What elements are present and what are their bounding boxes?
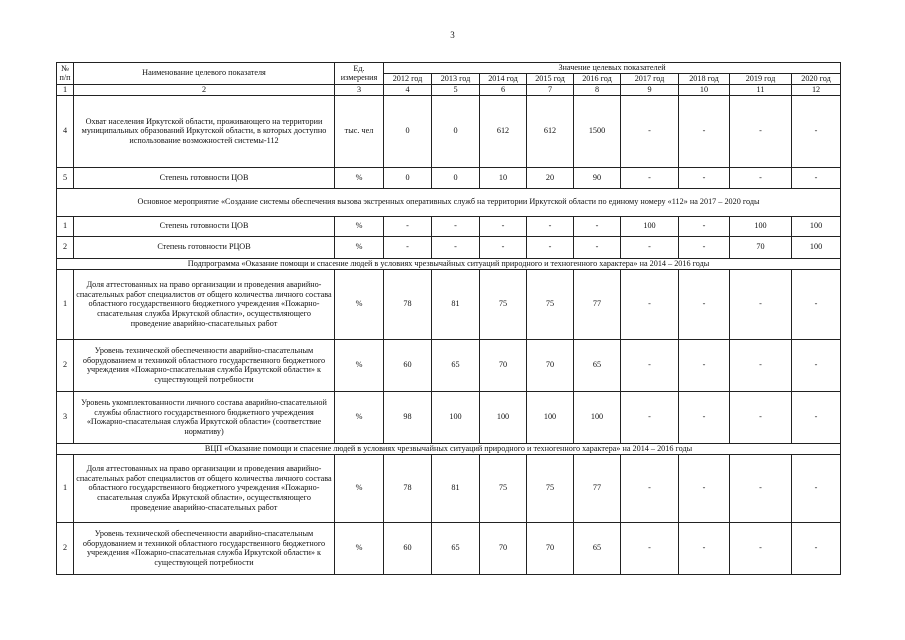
value-cell: 70 <box>527 339 574 391</box>
value-cell: 100 <box>730 216 792 236</box>
header-year: 2015 год <box>527 74 574 85</box>
value-cell: 81 <box>432 454 480 522</box>
value-cell: - <box>730 391 792 443</box>
value-cell: - <box>679 339 730 391</box>
value-cell: 0 <box>432 167 480 188</box>
value-cell: - <box>621 454 679 522</box>
value-cell: 60 <box>384 339 432 391</box>
unit: % <box>335 269 384 339</box>
column-number: 11 <box>730 85 792 96</box>
value-cell: - <box>480 236 527 258</box>
unit: % <box>335 339 384 391</box>
row-number: 5 <box>57 167 74 188</box>
unit: % <box>335 454 384 522</box>
section-row <box>57 443 841 454</box>
indicator-name: Уровень укомплектованности личного состава аварийно-спасательной службы областного государственного бюджетного учреждения «Пожарно-спасательная служба Иркутской области» (соответствие нормативу) <box>74 391 335 443</box>
column-number: 9 <box>621 85 679 96</box>
value-cell: 100 <box>792 236 841 258</box>
row-number: 3 <box>57 391 74 443</box>
table-row <box>57 454 841 522</box>
value-cell: - <box>621 339 679 391</box>
indicator-name: Степень готовности ЦОВ <box>74 167 335 188</box>
value-cell: - <box>621 269 679 339</box>
column-number: 2 <box>74 85 335 96</box>
value-cell: 65 <box>432 522 480 574</box>
value-cell: - <box>792 454 841 522</box>
value-cell: 100 <box>792 216 841 236</box>
section-row <box>57 188 841 216</box>
row-number: 1 <box>57 454 74 522</box>
header-year: 2016 год <box>574 74 621 85</box>
indicator-name: Охват населения Иркутской области, проживающего на территории муниципальных образований Иркутской области, в которых доступно использование возможностей системы-112 <box>74 95 335 167</box>
value-cell: - <box>621 391 679 443</box>
column-number: 10 <box>679 85 730 96</box>
value-cell: - <box>679 454 730 522</box>
value-cell: 75 <box>480 454 527 522</box>
value-cell: - <box>792 391 841 443</box>
value-cell: 78 <box>384 269 432 339</box>
value-cell: - <box>384 216 432 236</box>
value-cell: 10 <box>480 167 527 188</box>
value-cell: - <box>679 167 730 188</box>
header-num: № п/п <box>57 63 74 85</box>
indicator-name: Уровень технической обеспеченности аварийно-спасательным оборудованием и техникой областного государственного бюджетного учреждения «Пожарно-спасательная служба Иркутской области» к существующей потребности <box>74 339 335 391</box>
value-cell: - <box>792 339 841 391</box>
indicator-name: Доля аттестованных на право организации и проведения аварийно-спасательных работ специалистов от общего количества личного состава областного государственного бюджетного учреждения «Пожарно-спасательная служба Иркутской области», осуществляющего проведение аварийно-спасательных работ <box>74 269 335 339</box>
value-cell: - <box>679 216 730 236</box>
row-number: 1 <box>57 216 74 236</box>
section-title: Подпрограмма «Оказание помощи и спасение людей в условиях чрезвычайных ситуаций природного и техногенного характера» на 2014 – 2016 годы <box>57 258 841 269</box>
value-cell: 77 <box>574 269 621 339</box>
value-cell: 1500 <box>574 95 621 167</box>
indicator-name: Степень готовности РЦОВ <box>74 236 335 258</box>
unit: % <box>335 522 384 574</box>
indicators-table <box>56 62 841 575</box>
value-cell: - <box>480 216 527 236</box>
value-cell: 98 <box>384 391 432 443</box>
column-number: 8 <box>574 85 621 96</box>
value-cell: 100 <box>432 391 480 443</box>
value-cell: - <box>679 391 730 443</box>
value-cell: - <box>527 216 574 236</box>
row-number: 1 <box>57 269 74 339</box>
value-cell: 100 <box>574 391 621 443</box>
value-cell: 100 <box>527 391 574 443</box>
value-cell: 0 <box>432 95 480 167</box>
table-row <box>57 95 841 167</box>
section-title: Основное мероприятие «Создание системы обеспечения вызова экстренных оперативных служб на территории Иркутской области по единому номеру «112» на 2017 – 2020 годы <box>57 188 841 216</box>
value-cell: - <box>792 167 841 188</box>
value-cell: - <box>621 522 679 574</box>
value-cell: 75 <box>527 269 574 339</box>
indicator-name: Доля аттестованных на право организации и проведения аварийно-спасательных работ специалистов от общего количества личного состава областного государственного бюджетного учреждения «Пожарно-спасательная служба Иркутской области», осуществляющего проведение аварийно-спасательных работ <box>74 454 335 522</box>
column-number: 5 <box>432 85 480 96</box>
header-year: 2014 год <box>480 74 527 85</box>
value-cell: 612 <box>527 95 574 167</box>
column-number: 1 <box>57 85 74 96</box>
row-number: 2 <box>57 236 74 258</box>
value-cell: 65 <box>432 339 480 391</box>
table-row <box>57 269 841 339</box>
value-cell: 0 <box>384 167 432 188</box>
value-cell: 78 <box>384 454 432 522</box>
value-cell: - <box>432 236 480 258</box>
value-cell: 90 <box>574 167 621 188</box>
value-cell: - <box>527 236 574 258</box>
value-cell: - <box>621 236 679 258</box>
value-cell: - <box>792 522 841 574</box>
value-cell: 81 <box>432 269 480 339</box>
unit: % <box>335 167 384 188</box>
value-cell: - <box>730 95 792 167</box>
value-cell: - <box>730 522 792 574</box>
column-number: 3 <box>335 85 384 96</box>
table-row <box>57 339 841 391</box>
header-year: 2013 год <box>432 74 480 85</box>
section-row <box>57 258 841 269</box>
column-number: 4 <box>384 85 432 96</box>
indicator-name: Уровень технической обеспеченности аварийно-спасательным оборудованием и техникой областного государственного бюджетного учреждения «Пожарно-спасательная служба Иркутской области» к существующей потребности <box>74 522 335 574</box>
unit: тыс. чел <box>335 95 384 167</box>
table-body <box>57 95 841 574</box>
unit: % <box>335 236 384 258</box>
value-cell: - <box>679 522 730 574</box>
unit: % <box>335 216 384 236</box>
table-row <box>57 236 841 258</box>
value-cell: 65 <box>574 522 621 574</box>
row-number: 4 <box>57 95 74 167</box>
value-cell: - <box>432 216 480 236</box>
row-number: 2 <box>57 339 74 391</box>
value-cell: 70 <box>480 339 527 391</box>
header-year: 2019 год <box>730 74 792 85</box>
table-row <box>57 167 841 188</box>
value-cell: - <box>679 269 730 339</box>
value-cell: - <box>730 454 792 522</box>
column-number: 6 <box>480 85 527 96</box>
value-cell: - <box>621 95 679 167</box>
value-cell: - <box>574 216 621 236</box>
value-cell: 75 <box>480 269 527 339</box>
header-year: 2018 год <box>679 74 730 85</box>
value-cell: - <box>384 236 432 258</box>
value-cell: 65 <box>574 339 621 391</box>
column-number: 12 <box>792 85 841 96</box>
value-cell: 612 <box>480 95 527 167</box>
value-cell: - <box>679 95 730 167</box>
row-number: 2 <box>57 522 74 574</box>
page-number: 3 <box>450 30 455 40</box>
value-cell: 60 <box>384 522 432 574</box>
value-cell: 100 <box>480 391 527 443</box>
column-number: 7 <box>527 85 574 96</box>
value-cell: - <box>574 236 621 258</box>
unit: % <box>335 391 384 443</box>
value-cell: 0 <box>384 95 432 167</box>
value-cell: - <box>730 167 792 188</box>
value-cell: 75 <box>527 454 574 522</box>
value-cell: 70 <box>730 236 792 258</box>
indicator-name: Степень готовности ЦОВ <box>74 216 335 236</box>
value-cell: - <box>730 269 792 339</box>
header-values-group: Значение целевых показателей <box>384 63 841 74</box>
value-cell: - <box>730 339 792 391</box>
value-cell: 70 <box>480 522 527 574</box>
value-cell: - <box>621 167 679 188</box>
header-name: Наименование целевого показателя <box>74 63 335 85</box>
value-cell: 20 <box>527 167 574 188</box>
section-title: ВЦП «Оказание помощи и спасение людей в условиях чрезвычайных ситуаций природного и техногенного характера» на 2014 – 2016 годы <box>57 443 841 454</box>
header-year: 2017 год <box>621 74 679 85</box>
header-year: 2012 год <box>384 74 432 85</box>
value-cell: - <box>679 236 730 258</box>
value-cell: - <box>792 269 841 339</box>
table-row <box>57 522 841 574</box>
value-cell: - <box>792 95 841 167</box>
value-cell: 70 <box>527 522 574 574</box>
value-cell: 77 <box>574 454 621 522</box>
value-cell: 100 <box>621 216 679 236</box>
header-unit: Ед. измерения <box>335 63 384 85</box>
header-year: 2020 год <box>792 74 841 85</box>
table-row <box>57 391 841 443</box>
table-row <box>57 216 841 236</box>
